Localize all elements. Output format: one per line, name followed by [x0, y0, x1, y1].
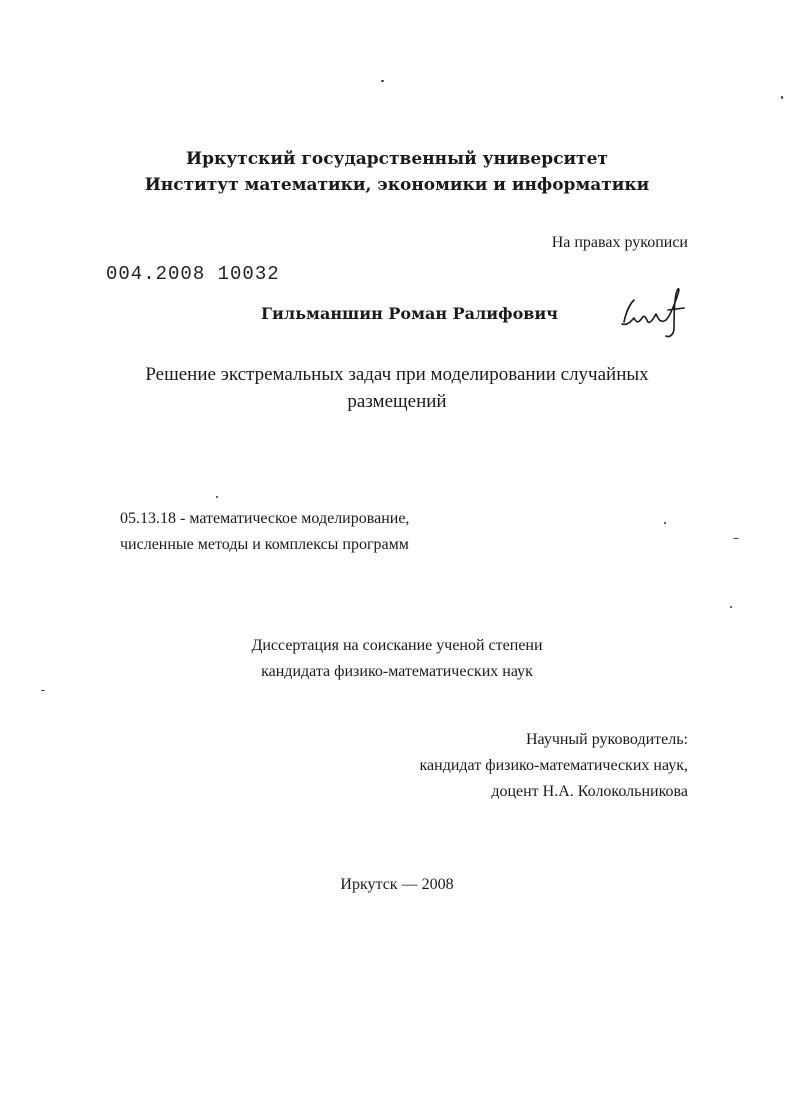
dissertation-degree-line-1: Диссертация на соискание ученой степени: [251, 637, 543, 654]
archive-stamp: 004.2008 10032: [106, 263, 280, 285]
specialty-line-1: 05.13.18 - математическое моделирование,: [120, 510, 410, 527]
specialty-line-2: численные методы и комплексы программ: [120, 536, 409, 553]
manuscript-rights-note: На правах рукописи: [551, 234, 688, 251]
scan-speck: [41, 690, 45, 691]
thesis-title-line-2: размещений: [347, 391, 447, 412]
scan-speck: [730, 606, 732, 608]
scan-speck: [381, 80, 384, 82]
supervisor-name: доцент Н.А. Колокольникова: [491, 783, 688, 800]
scan-speck: [216, 496, 218, 498]
author-name: Гильманшин Роман Ралифович: [261, 304, 558, 323]
institute-name: Институт математики, экономики и информатики: [144, 175, 650, 195]
scan-speck: [781, 96, 783, 99]
supervisor-heading: Научный руководитель:: [525, 731, 688, 748]
signature-icon: [612, 284, 692, 344]
thesis-title-line-1: Решение экстремальных задач при моделировании случайных: [145, 364, 649, 385]
scan-speck: [664, 522, 666, 524]
university-name: Иркутский государственный университет: [186, 149, 608, 169]
scan-speck: [733, 538, 739, 539]
dissertation-degree-line-2: кандидата физико-математических наук: [261, 663, 533, 680]
city-year: Иркутск — 2008: [340, 876, 454, 893]
supervisor-degree: кандидат физико-математических наук,: [419, 757, 688, 774]
